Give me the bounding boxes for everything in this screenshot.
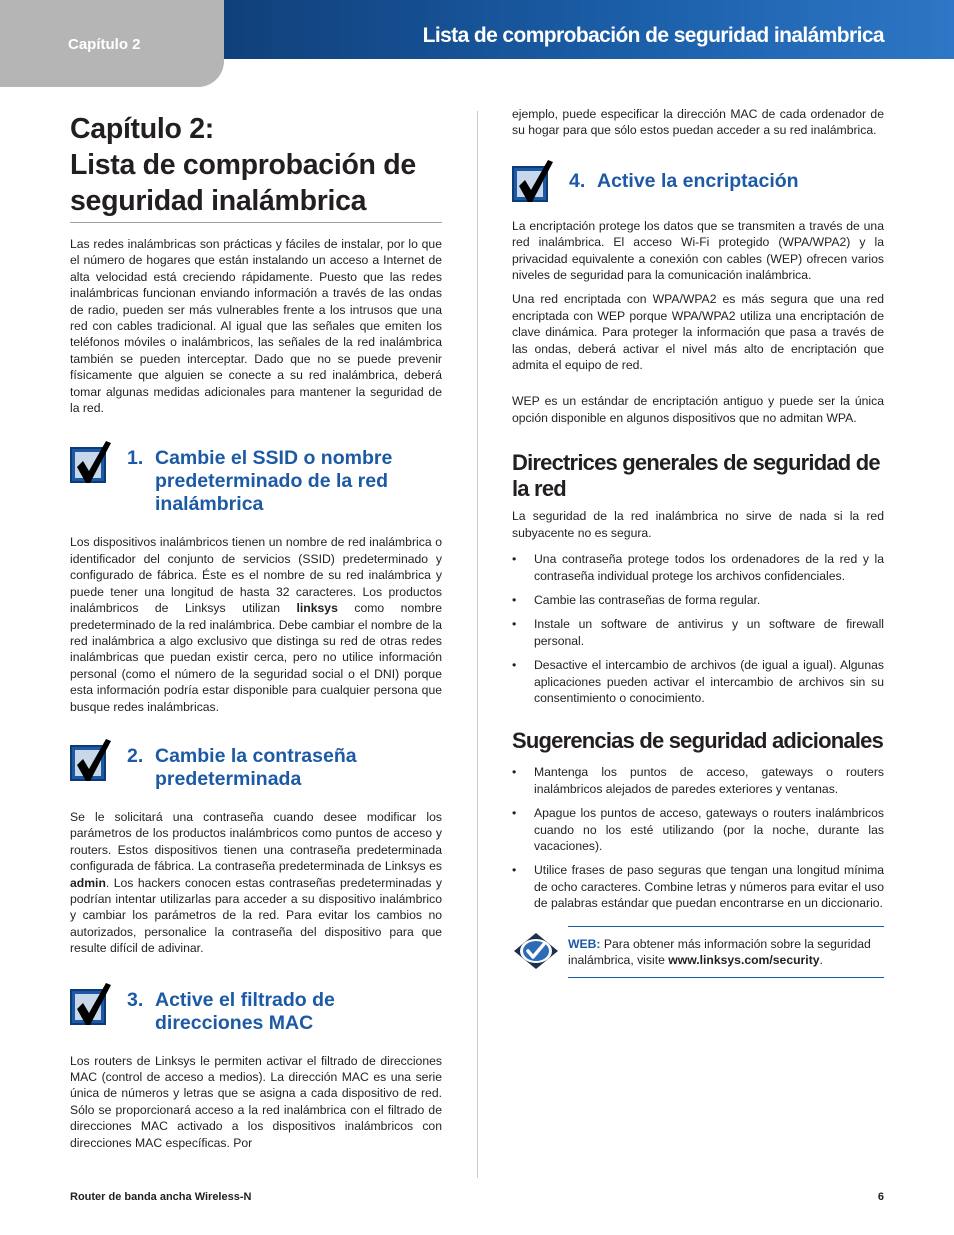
guidelines-list (512, 551, 884, 706)
intro-paragraph: Las redes inalámbricas son prácticas y fáciles de instalar, por lo que el número de hogares que están instalando un acceso a Internet de alta velocidad está creciendo rápidamente. Puesto que las redes inalámbricas funcionan enviando información a través de las ondas de radio, pueden ser más vulnerables frente a los intrusos que una red con cables tradicional. Al igual que las señales que emiten los teléfonos móviles o inalámbricos, las señales de la red inalámbrica también se pueden interceptar. Dado que no se puede prevenir físicamente que alguien se conecte a su red inalámbrica, deberá tomar algunas medidas adicionales para mantener la seguridad de la red. (70, 237, 442, 416)
text-run: Los dispositivos inalámbricos tienen un nombre de red inalámbrica o identificador del conjunto de servicios (SSID) predeterminado y configurado de fábrica. Éste es el nombre de su red inalámbrica y puede tener una longitud de hasta 32 caracteres. Los productos inalámbricos de Linksys utilizan (70, 535, 442, 616)
section-title (127, 745, 442, 791)
security-link[interactable]: www.linksys.com/security (668, 953, 820, 967)
section-heading (70, 447, 442, 516)
section-title-text: Active la encriptación (597, 169, 799, 192)
list-item: • Mantenga los puntos de acceso, gateways o routers inalámbricos alejados de paredes exteriores y ventanas. (512, 764, 884, 797)
text-run: . Los hackers conocen estas contraseñas predeterminadas y podrían intentar utilizarlas para acceder a su dispositivo inalámbrico y cambiar los parámetros de la red. Para evitar los cambios no autorizados, personalice la contraseña del dispositivo para que resulte difícil de adivinar. (70, 875, 442, 956)
section-1 (70, 447, 442, 714)
section-4 (512, 166, 884, 426)
section-title (127, 447, 442, 516)
text-run: como nombre predeterminado de la red inalámbrica. Debe cambiar el nombre de la red inalámbrica a algo exclusivo que distinga su red de otras redes inalámbricas que puedan existir cerca, pero no utilice información personal (como el número de la seguridad social o el DNI) porque esta información podría estar disponible para cualquier persona que busque redes inalámbricas. (70, 601, 442, 714)
list-item: • Apague los puntos de acceso, gateways o routers inalámbricos cuando no los esté utilizando (por la noche, durante las vacaciones). (512, 805, 884, 854)
checkmark-icon (70, 989, 120, 1025)
web-note (568, 926, 884, 979)
bold-term: admin (70, 875, 106, 890)
section-title (127, 989, 442, 1035)
text-run: Se le solicitará una contraseña cuando desee modificar los parámetros de los productos inalámbricos como puntos de acceso y routers. Estos dispositivos tienen una contraseña predeterminada configurada de fábrica. La contraseña predeterminada de Linksys es (70, 809, 442, 874)
page-number: 6 (877, 1191, 884, 1203)
checkmark-badge-icon (512, 931, 560, 971)
tips-list (512, 764, 884, 911)
section-title-text: Cambie la contraseña predeterminada (155, 744, 357, 790)
page-title-line: seguridad inalámbrica (70, 185, 367, 217)
section-number: 2. (127, 744, 144, 767)
note-label: WEB: (568, 936, 601, 951)
list-item: • Utilice frases de paso seguras que tengan una longitud mínima de ocho caracteres. Combine letras y números para evitar el uso de palabras estándar que puedan encontrarse en un diccionario. (512, 862, 884, 911)
page-title-line: Capítulo 2: (70, 113, 214, 145)
list-item: • Cambie las contraseñas de forma regular. (512, 592, 884, 608)
page-title-line: Lista de comprobación de (70, 149, 416, 181)
checkmark-icon (70, 447, 120, 483)
section-paragraph (70, 534, 442, 714)
section-number: 1. (127, 447, 144, 470)
section-heading (70, 989, 442, 1035)
section-paragraph: WEP es un estándar de encriptación antiguo y puede ser la única opción disponible en algunos dispositivos que no admitan WPA. (512, 394, 884, 425)
list-item: • Una contraseña protege todos los ordenadores de la red y la contraseña individual protege los archivos confidenciales. (512, 551, 884, 584)
left-column (70, 111, 442, 1151)
column-divider (477, 111, 478, 1178)
section-3 (70, 989, 442, 1151)
section-number: 4. (569, 169, 586, 192)
section-title-text: Cambie el SSID o nombre predeterminado de la red inalámbrica (155, 447, 393, 516)
section-heading (512, 166, 884, 202)
section-paragraph (70, 809, 442, 957)
section-title-text: Active el filtrado de direcciones MAC (155, 988, 335, 1034)
note-text-end: . (819, 953, 823, 967)
chapter-tab (0, 0, 224, 87)
section-paragraph: Los routers de Linksys le permiten activar el filtrado de direcciones MAC (control de acceso a medios). La dirección MAC es una serie única de números y letras que se asigna a cada dispositivo de red. Sólo se proporcionará acceso a la red inalámbrica con el filtrado de direcciones MAC activado a los dispositivos inalámbricos con direcciones MAC específicas. Por (70, 1053, 442, 1150)
list-item: • Instale un software de antivirus y un software de firewall personal. (512, 616, 884, 649)
checkmark-icon (70, 745, 120, 781)
section-3-continued: ejemplo, puede especificar la dirección MAC de cada ordenador de su hogar para que sólo estos puedan acceder a su red inalámbrica. (512, 107, 884, 138)
footer-product: Router de banda ancha Wireless-N (70, 1191, 252, 1203)
header-bar (224, 0, 954, 59)
chapter-tab-label: Capítulo 2 (68, 36, 141, 53)
section-heading (70, 745, 442, 791)
section-paragraph: La encriptación protege los datos que se transmiten a través de una red inalámbrica. El acceso Wi-Fi protegido (WPA/WPA2) y la privacidad equivalente a conexión con cables (WEP) ofrecen varios niveles de seguridad para la comunicación inalámbrica. (512, 218, 884, 283)
section-number: 3. (127, 988, 144, 1011)
section-2 (70, 745, 442, 957)
list-item: • Desactive el intercambio de archivos (de igual a igual). Algunas aplicaciones pueden activar el intercambio de archivos sin su consentimiento o conocimiento. (512, 657, 884, 706)
checkmark-icon (512, 166, 562, 202)
note-text: Para obtener más información sobre la seguridad inalámbrica, visite (568, 936, 871, 967)
section-title (569, 170, 799, 193)
page-title (70, 111, 442, 223)
guidelines-heading: Directrices generales de seguridad de la red (512, 450, 880, 502)
section-paragraph: Una red encriptada con WPA/WPA2 es más segura que una red encriptada con WEP porque WPA/WPA2 utiliza una encriptación de clave dinámica. Para proteger la información que pasa a través de las ondas, deberá activar el nivel más alto de encriptación que admita el equipo de red. (512, 292, 884, 373)
right-column (512, 106, 884, 978)
bold-term: linksys (296, 601, 338, 616)
tips-heading: Sugerencias de seguridad adicionales (512, 728, 884, 754)
guidelines-intro: La seguridad de la red inalámbrica no sirve de nada si la red subyacente no es segura. (512, 509, 884, 540)
header-title: Lista de comprobación de seguridad inalámbrica (422, 24, 884, 47)
